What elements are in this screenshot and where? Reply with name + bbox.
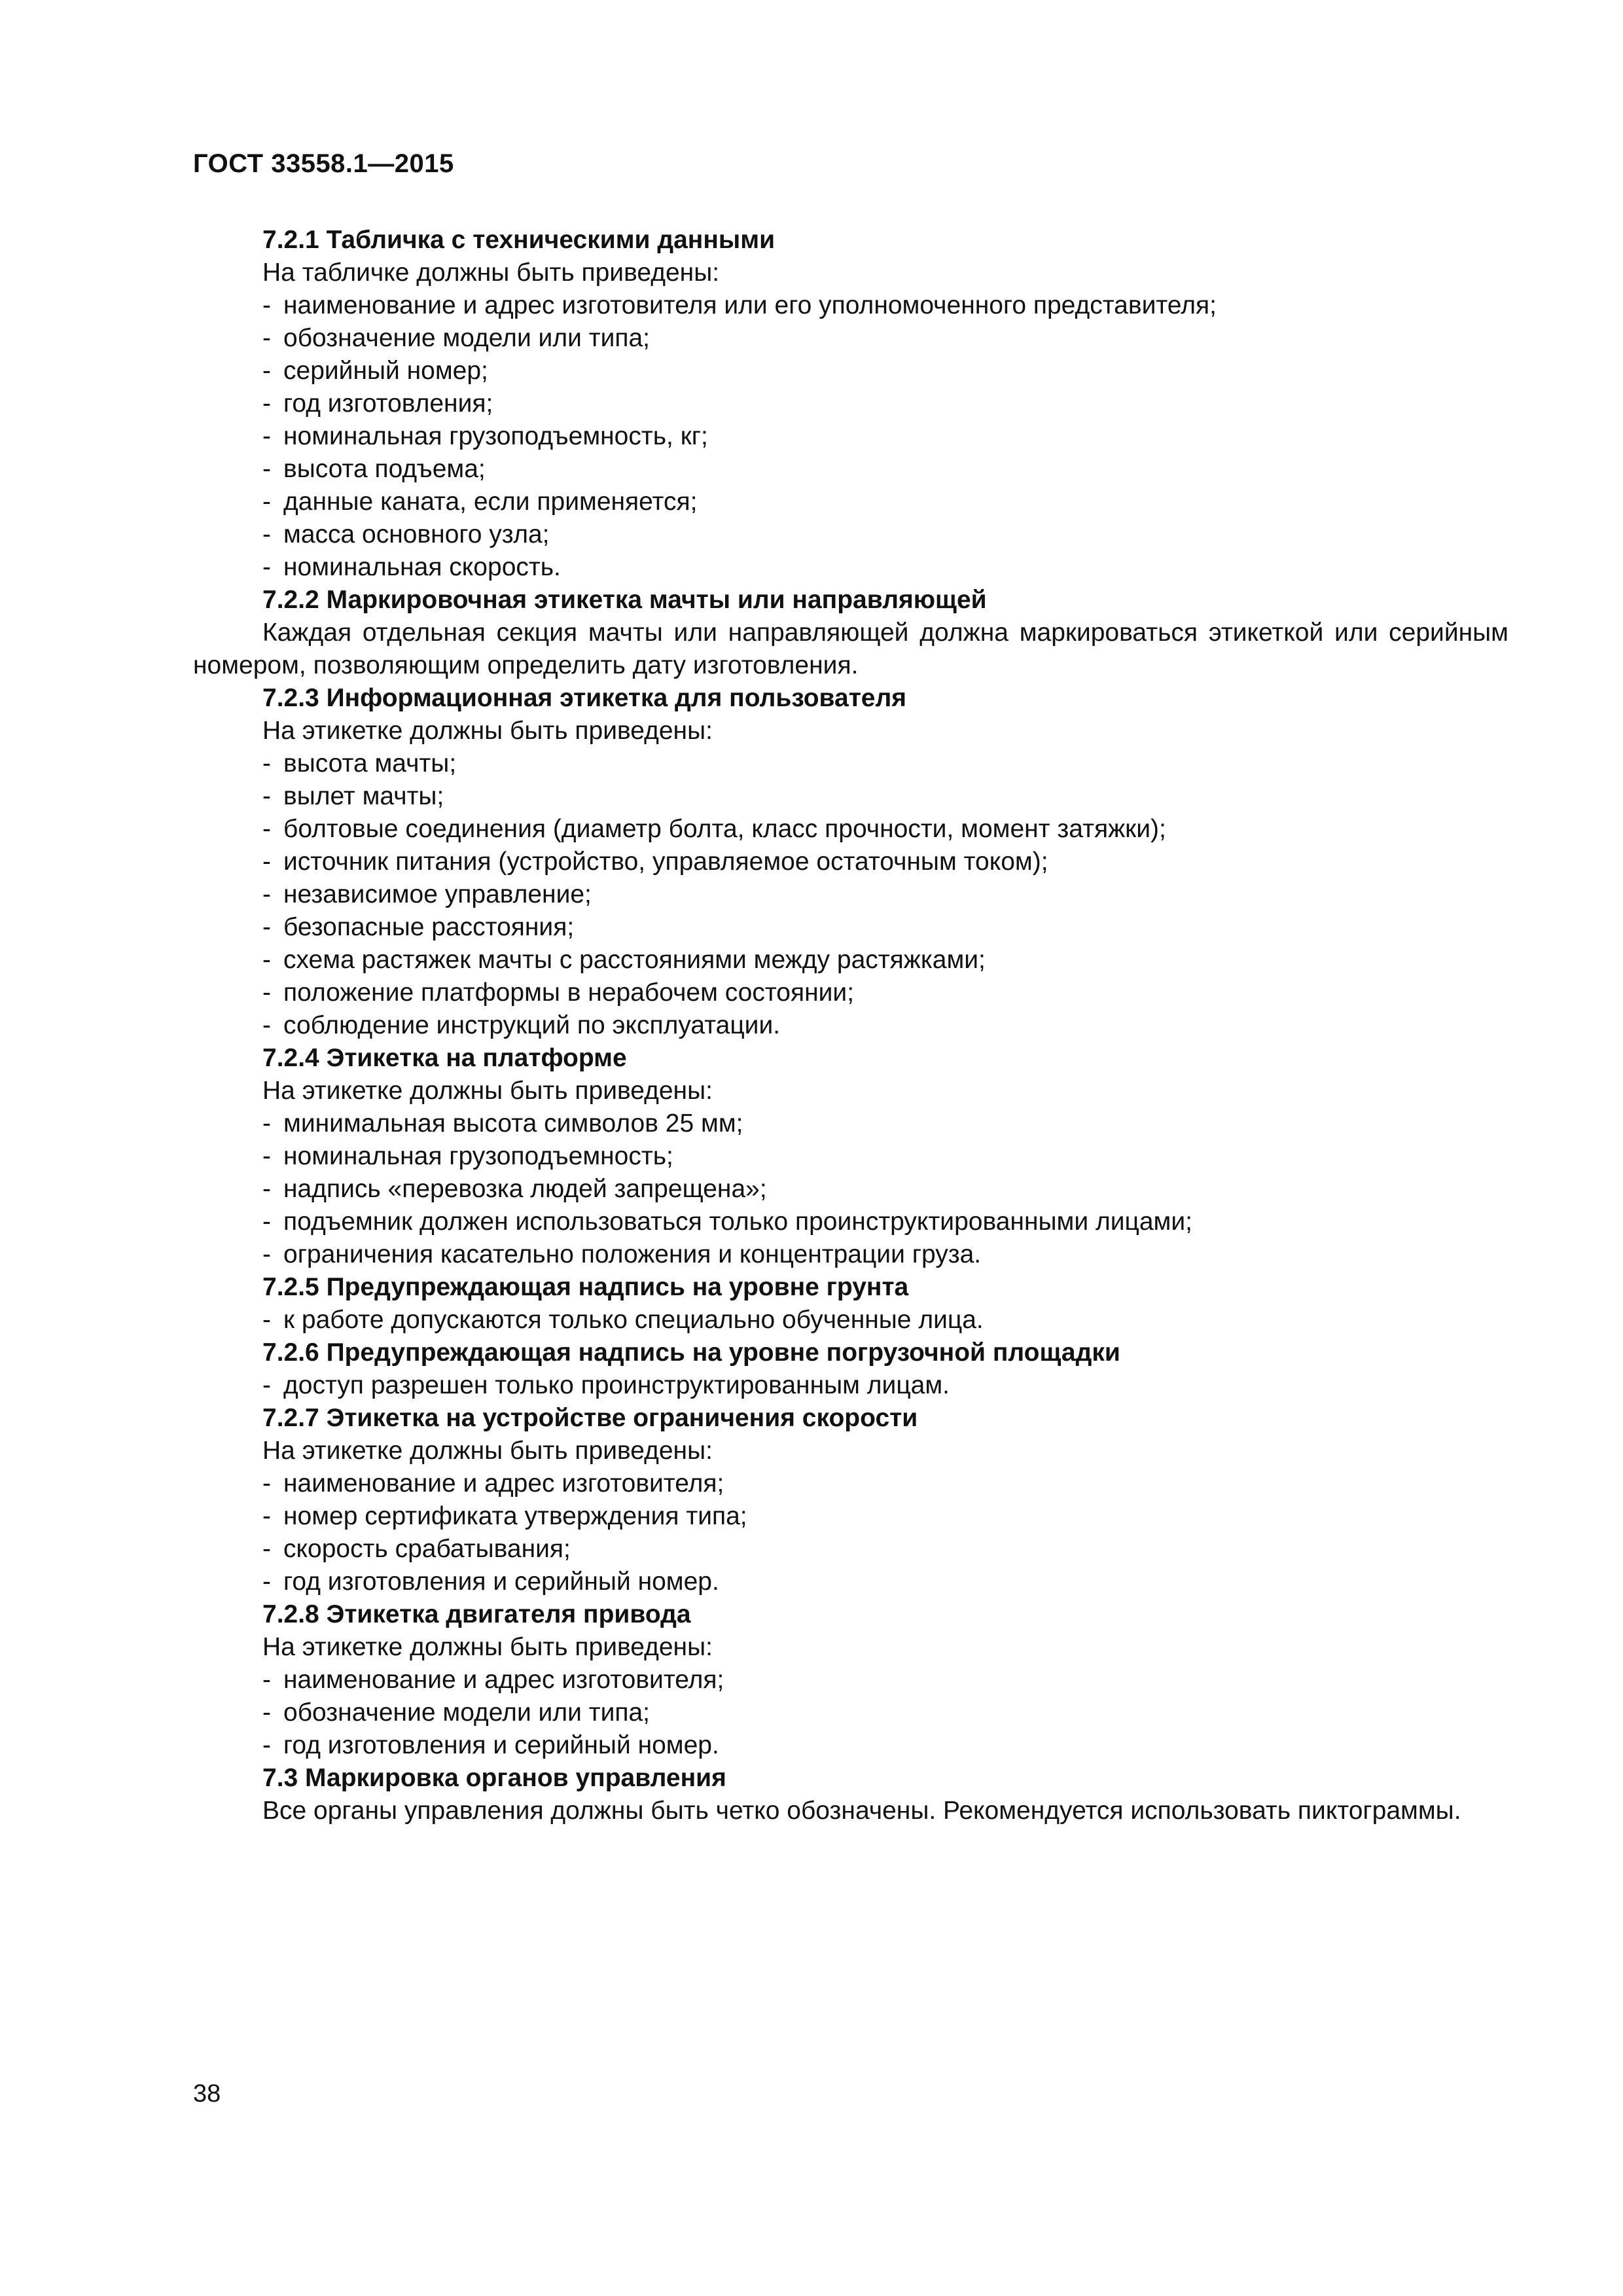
section-intro: Все органы управления должны быть четко обозначены. Рекомендуется использовать пиктограммы. xyxy=(262,1797,1461,1825)
list-item: - подъемник должен использоваться только проинструктированными лицами; xyxy=(262,1208,1192,1236)
list-item: - высота подъема; xyxy=(262,455,486,483)
list-item: - вылет мачты; xyxy=(262,782,444,810)
section-heading: 7.2.3 Информационная этикетка для пользователя xyxy=(262,684,907,712)
page-number: 38 xyxy=(193,2080,221,2108)
list-item: - данные каната, если применяется; xyxy=(262,488,698,516)
section-intro: На этикетке должны быть приведены: xyxy=(262,1633,713,1661)
list-item: - год изготовления и серийный номер. xyxy=(262,1731,719,1759)
list-item: - источник питания (устройство, управляемое остаточным током); xyxy=(262,848,1048,876)
section-intro: На этикетке должны быть приведены: xyxy=(262,717,713,745)
list-item: - независимое управление; xyxy=(262,880,592,908)
list-item: - к работе допускаются только специально обученные лица. xyxy=(262,1306,984,1334)
list-item: - наименование и адрес изготовителя; xyxy=(262,1469,724,1498)
list-item: - болтовые соединения (диаметр болта, класс прочности, момент затяжки); xyxy=(262,815,1166,843)
list-item: - наименование и адрес изготовителя или его уполномоченного представителя; xyxy=(262,291,1217,319)
section-heading: 7.2.8 Этикетка двигателя привода xyxy=(262,1600,691,1628)
list-item: - ограничения касательно положения и концентрации груза. xyxy=(262,1240,982,1268)
list-item: - надпись «перевозка людей запрещена»; xyxy=(262,1175,767,1203)
document-body xyxy=(193,224,1508,1827)
section-heading: 7.2.5 Предупреждающая надпись на уровне грунта xyxy=(262,1273,909,1301)
list-item: - обозначение модели или типа; xyxy=(262,1698,651,1727)
section-intro: На табличке должны быть приведены: xyxy=(262,259,720,287)
list-item: - номинальная грузоподъемность, кг; xyxy=(262,422,708,450)
list-item: - схема растяжек мачты с расстояниями между растяжками; xyxy=(262,946,986,974)
section-heading: 7.2.7 Этикетка на устройстве ограничения скорости xyxy=(262,1404,918,1432)
section-intro: На этикетке должны быть приведены: xyxy=(262,1077,713,1105)
section-heading: 7.2.4 Этикетка на платформе xyxy=(262,1044,627,1072)
list-item: - скорость срабатывания; xyxy=(262,1535,571,1563)
document-code: ГОСТ 33558.1—2015 xyxy=(193,149,454,178)
list-item: - год изготовления и серийный номер. xyxy=(262,1568,719,1596)
list-item: - год изготовления; xyxy=(262,389,493,418)
list-item: - высота мачты; xyxy=(262,749,457,778)
list-item: - серийный номер; xyxy=(262,357,488,385)
list-item: - наименование и адрес изготовителя; xyxy=(262,1666,724,1694)
section-heading: 7.2.1 Табличка с техническими данными xyxy=(262,226,776,254)
list-item: - масса основного узла; xyxy=(262,520,550,548)
section-heading: 7.2.6 Предупреждающая надпись на уровне погрузочной площадки xyxy=(262,1338,1120,1367)
list-item: - доступ разрешен только проинструктированным лицам. xyxy=(262,1371,950,1399)
section-heading: 7.2.2 Маркировочная этикетка мачты или направляющей xyxy=(262,586,987,614)
section-intro: На этикетке должны быть приведены: xyxy=(262,1437,713,1465)
list-item: - положение платформы в нерабочем состоянии; xyxy=(262,978,855,1007)
list-item: - минимальная высота символов 25 мм; xyxy=(262,1109,743,1138)
section-paragraph: Каждая отдельная секция мачты или направляющей должна маркироваться этикеткой или серийным номером, позволяющим определить дату изготовления. xyxy=(193,619,1508,679)
list-item: - номинальная грузоподъемность; xyxy=(262,1142,673,1170)
list-item: - обозначение модели или типа; xyxy=(262,324,651,352)
list-item: - безопасные расстояния; xyxy=(262,913,575,941)
list-item: - номер сертификата утверждения типа; xyxy=(262,1502,747,1530)
list-item: - соблюдение инструкций по эксплуатации. xyxy=(262,1011,781,1039)
section-heading: 7.3 Маркировка органов управления xyxy=(262,1764,726,1792)
list-item: - номинальная скорость. xyxy=(262,553,561,581)
